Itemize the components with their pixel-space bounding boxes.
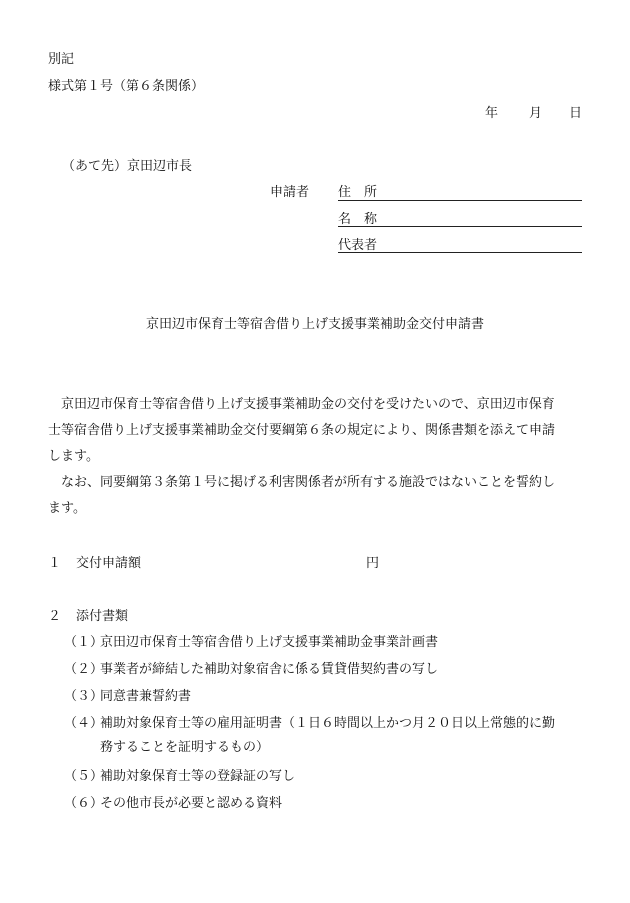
- item-number: （４）: [64, 716, 104, 731]
- form-number: 様式第１号（第６条関係）: [48, 79, 205, 94]
- item-text-continuation: 務することを証明するもの）: [100, 740, 270, 755]
- item-number: （３）: [64, 689, 104, 704]
- list-item: [64, 717, 555, 754]
- name-field-line[interactable]: [338, 226, 582, 227]
- body-line: なお、同要綱第３条第１号に掲げる利害関係者が所有する施設ではないことを誓約し: [61, 475, 556, 490]
- item-text: 同意書兼誓約書: [100, 689, 192, 704]
- item-number: （２）: [64, 662, 104, 677]
- list-item: [64, 663, 438, 676]
- item-text: 事業者が締結した補助対象宿舎に係る賃貸借契約書の写し: [100, 662, 439, 677]
- section-number: ２: [48, 609, 62, 624]
- list-item: [64, 797, 282, 810]
- item-text: 京田辺市保育士等宿舎借り上げ支援事業補助金事業計画書: [100, 635, 439, 650]
- address-label: 住 所: [338, 185, 378, 200]
- item-number: （５）: [64, 769, 104, 784]
- representative-label: 代表者: [338, 238, 378, 253]
- item-number: （１）: [64, 635, 104, 650]
- body-paragraph-1: [48, 392, 588, 470]
- attachments-label: 添付書類: [76, 609, 129, 624]
- body-line: します。: [48, 449, 99, 464]
- body-line: 京田辺市保育士等宿舎借り上げ支援事業補助金の交付を受けたいので、京田辺市保育: [61, 397, 555, 412]
- item-text: 補助対象保育士等の雇用証明書（１日６時間以上かつ月２０日以上常態的に勤: [100, 716, 556, 731]
- body-paragraph-2: [48, 470, 588, 522]
- document-title: 京田辺市保育士等宿舎借り上げ支援事業補助金交付申請書: [146, 317, 485, 332]
- amount-unit: 円: [366, 556, 380, 571]
- list-item: [64, 770, 295, 783]
- date-day-label: 日: [569, 106, 583, 121]
- representative-field-line[interactable]: [338, 252, 582, 253]
- annex-label: 別記: [48, 52, 75, 67]
- date-year-label: 年: [485, 106, 499, 121]
- amount-label: 交付申請額: [76, 556, 142, 571]
- addressee: （あて先）京田辺市長: [62, 159, 193, 174]
- body-line: ます。: [48, 501, 86, 516]
- date-month-label: 月: [529, 106, 543, 121]
- list-item: [64, 636, 438, 649]
- address-field-line[interactable]: [338, 200, 582, 201]
- item-text: その他市長が必要と認める資料: [100, 796, 283, 811]
- item-number: （６）: [64, 796, 104, 811]
- name-label: 名 称: [338, 212, 378, 227]
- section-number: １: [48, 556, 62, 571]
- item-text: 補助対象保育士等の登録証の写し: [100, 769, 296, 784]
- body-line: 士等宿舎借り上げ支援事業補助金交付要綱第６条の規定により、関係書類を添えて申請: [48, 423, 556, 438]
- list-item: [64, 690, 191, 703]
- applicant-label: 申請者: [270, 185, 310, 200]
